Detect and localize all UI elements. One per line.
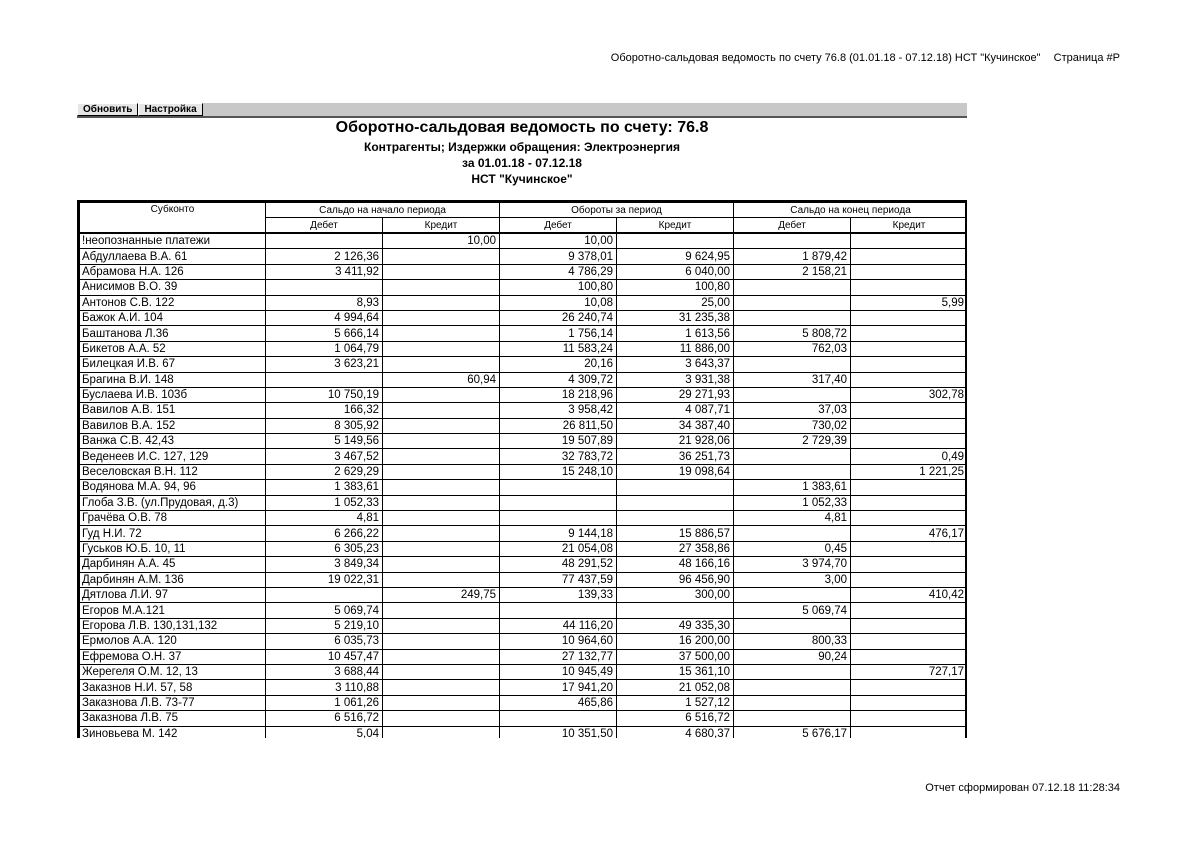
counterparty-name-cell: Глоба З.В. (ул.Прудовая, д.3)	[80, 495, 266, 510]
table-row[interactable]	[80, 418, 968, 433]
turnover-debit-cell: 26 240,74	[500, 310, 617, 325]
counterparty-name-cell: Веденеев И.С. 127, 129	[80, 449, 266, 464]
opening-debit-cell: 3 110,88	[266, 680, 383, 695]
closing-credit-cell	[851, 326, 967, 341]
closing-debit-cell	[734, 280, 851, 295]
table-row[interactable]	[80, 618, 968, 633]
turnover-debit-cell: 1 756,14	[500, 326, 617, 341]
opening-debit-cell: 3 467,52	[266, 449, 383, 464]
table-body	[80, 233, 968, 738]
opening-credit-cell	[383, 280, 500, 295]
closing-credit-cell	[851, 541, 967, 556]
table-row[interactable]	[80, 464, 968, 479]
turnover-debit-cell: 44 116,20	[500, 618, 617, 633]
opening-credit-cell	[383, 295, 500, 310]
closing-debit-cell: 5 808,72	[734, 326, 851, 341]
turnover-credit-cell: 4 680,37	[617, 726, 734, 738]
counterparty-name-cell: Дарбинян А.А. 45	[80, 557, 266, 572]
column-header-debit: Дебет	[734, 218, 851, 234]
opening-credit-cell	[383, 387, 500, 402]
table-row[interactable]	[80, 387, 968, 402]
opening-debit-cell: 2 126,36	[266, 249, 383, 264]
table-row[interactable]	[80, 341, 968, 356]
turnover-debit-cell: 10,00	[500, 233, 617, 249]
opening-debit-cell: 8,93	[266, 295, 383, 310]
closing-credit-cell	[851, 480, 967, 495]
table-row[interactable]	[80, 326, 968, 341]
opening-debit-cell: 8 305,92	[266, 418, 383, 433]
closing-debit-cell: 5 676,17	[734, 726, 851, 738]
opening-debit-cell: 10 457,47	[266, 649, 383, 664]
column-header-credit: Кредит	[851, 218, 967, 234]
table-row[interactable]	[80, 526, 968, 541]
turnover-debit-cell: 10 351,50	[500, 726, 617, 738]
turnover-debit-cell: 10,08	[500, 295, 617, 310]
opening-debit-cell: 1 061,26	[266, 695, 383, 710]
closing-debit-cell	[734, 449, 851, 464]
counterparty-name-cell: Брагина В.И. 148	[80, 372, 266, 387]
opening-debit-cell	[266, 372, 383, 387]
table-row[interactable]	[80, 557, 968, 572]
column-header-subkonto: Субконто	[80, 203, 266, 234]
turnover-debit-cell: 21 054,08	[500, 541, 617, 556]
turnover-credit-cell: 21 052,08	[617, 680, 734, 695]
table-row[interactable]	[80, 603, 968, 618]
turnover-debit-cell: 139,33	[500, 587, 617, 602]
turnover-debit-cell: 26 811,50	[500, 418, 617, 433]
opening-credit-cell	[383, 711, 500, 726]
counterparty-name-cell: Заказнова Л.В. 73-77	[80, 695, 266, 710]
opening-debit-cell: 166,32	[266, 403, 383, 418]
turnover-debit-cell: 17 941,20	[500, 680, 617, 695]
table-row[interactable]	[80, 649, 968, 664]
closing-debit-cell	[734, 695, 851, 710]
closing-debit-cell	[734, 357, 851, 372]
table-row[interactable]	[80, 695, 968, 710]
opening-debit-cell: 3 688,44	[266, 664, 383, 679]
turnover-debit-cell: 20,16	[500, 357, 617, 372]
table-row[interactable]	[80, 249, 968, 264]
opening-credit-cell	[383, 695, 500, 710]
closing-credit-cell: 302,78	[851, 387, 967, 402]
table-row[interactable]	[80, 680, 968, 695]
counterparty-name-cell: Бажок А.И. 104	[80, 310, 266, 325]
table-row[interactable]	[80, 310, 968, 325]
opening-credit-cell	[383, 310, 500, 325]
table-row[interactable]	[80, 280, 968, 295]
opening-debit-cell	[266, 587, 383, 602]
balance-sheet-table-container[interactable]	[77, 200, 967, 738]
report-generated-footer: Отчет сформирован 07.12.18 11:28:34	[925, 782, 1120, 794]
turnover-credit-cell: 6 516,72	[617, 711, 734, 726]
column-header-debit: Дебет	[266, 218, 383, 234]
opening-credit-cell	[383, 464, 500, 479]
counterparty-name-cell: Дарбинян А.М. 136	[80, 572, 266, 587]
opening-debit-cell: 5,04	[266, 726, 383, 738]
turnover-credit-cell: 300,00	[617, 587, 734, 602]
turnover-credit-cell	[617, 511, 734, 526]
closing-debit-cell: 90,24	[734, 649, 851, 664]
opening-credit-cell: 60,94	[383, 372, 500, 387]
table-row[interactable]	[80, 495, 968, 510]
counterparty-name-cell: Егорова Л.В. 130,131,132	[80, 618, 266, 633]
closing-credit-cell	[851, 726, 967, 738]
closing-credit-cell	[851, 495, 967, 510]
opening-debit-cell: 5 219,10	[266, 618, 383, 633]
opening-credit-cell	[383, 572, 500, 587]
opening-debit-cell: 6 266,22	[266, 526, 383, 541]
turnover-credit-cell: 21 928,06	[617, 434, 734, 449]
table-row[interactable]	[80, 372, 968, 387]
opening-debit-cell: 3 849,34	[266, 557, 383, 572]
counterparty-name-cell: Веселовская В.Н. 112	[80, 464, 266, 479]
opening-debit-cell: 4,81	[266, 511, 383, 526]
report-period: за 01.01.18 - 07.12.18	[462, 156, 582, 170]
opening-credit-cell	[383, 526, 500, 541]
table-row[interactable]	[80, 357, 968, 372]
closing-credit-cell	[851, 233, 967, 249]
closing-credit-cell: 476,17	[851, 526, 967, 541]
balance-sheet-table	[79, 202, 967, 738]
turnover-debit-cell: 10 964,60	[500, 634, 617, 649]
turnover-debit-cell: 27 132,77	[500, 649, 617, 664]
table-row[interactable]	[80, 264, 968, 279]
closing-debit-cell: 2 729,39	[734, 434, 851, 449]
closing-debit-cell	[734, 587, 851, 602]
counterparty-name-cell: Вавилов В.А. 152	[80, 418, 266, 433]
closing-debit-cell	[734, 711, 851, 726]
closing-debit-cell: 3 974,70	[734, 557, 851, 572]
turnover-credit-cell: 16 200,00	[617, 634, 734, 649]
turnover-debit-cell: 100,80	[500, 280, 617, 295]
closing-debit-cell: 317,40	[734, 372, 851, 387]
closing-debit-cell	[734, 233, 851, 249]
turnover-credit-cell: 49 335,30	[617, 618, 734, 633]
turnover-debit-cell: 4 786,29	[500, 264, 617, 279]
table-row[interactable]	[80, 233, 968, 249]
organization-name: НСТ "Кучинское"	[471, 172, 573, 186]
turnover-credit-cell: 4 087,71	[617, 403, 734, 418]
table-row[interactable]	[80, 634, 968, 649]
closing-debit-cell	[734, 618, 851, 633]
closing-debit-cell	[734, 295, 851, 310]
counterparty-name-cell: Водянова М.А. 94, 96	[80, 480, 266, 495]
counterparty-name-cell: Баштанова Л.36	[80, 326, 266, 341]
turnover-credit-cell: 31 235,38	[617, 310, 734, 325]
closing-credit-cell	[851, 572, 967, 587]
closing-credit-cell	[851, 310, 967, 325]
opening-credit-cell	[383, 511, 500, 526]
table-row[interactable]	[80, 480, 968, 495]
opening-credit-cell	[383, 403, 500, 418]
opening-credit-cell	[383, 341, 500, 356]
closing-debit-cell	[734, 680, 851, 695]
opening-credit-cell	[383, 680, 500, 695]
opening-debit-cell: 1 383,61	[266, 480, 383, 495]
closing-credit-cell	[851, 711, 967, 726]
opening-credit-cell	[383, 264, 500, 279]
closing-credit-cell: 410,42	[851, 587, 967, 602]
table-row[interactable]	[80, 726, 968, 738]
counterparty-name-cell: Буслаева И.В. 103б	[80, 387, 266, 402]
counterparty-name-cell: Жерегеля О.М. 12, 13	[80, 664, 266, 679]
opening-debit-cell: 6 035,73	[266, 634, 383, 649]
closing-credit-cell	[851, 264, 967, 279]
opening-debit-cell: 10 750,19	[266, 387, 383, 402]
opening-credit-cell	[383, 357, 500, 372]
opening-credit-cell	[383, 495, 500, 510]
turnover-credit-cell: 34 387,40	[617, 418, 734, 433]
turnover-debit-cell	[500, 603, 617, 618]
toolbar	[77, 103, 967, 118]
turnover-credit-cell: 96 456,90	[617, 572, 734, 587]
turnover-credit-cell	[617, 233, 734, 249]
counterparty-name-cell: Вавилов А.В. 151	[80, 403, 266, 418]
closing-debit-cell	[734, 526, 851, 541]
report-title: Оборотно-сальдовая ведомость по счету: 76.8	[335, 119, 709, 136]
opening-credit-cell	[383, 557, 500, 572]
opening-credit-cell	[383, 603, 500, 618]
column-group-closing-balance: Сальдо на конец периода	[734, 203, 967, 218]
closing-credit-cell: 0,49	[851, 449, 967, 464]
counterparty-name-cell: Антонов С.В. 122	[80, 295, 266, 310]
turnover-credit-cell: 36 251,73	[617, 449, 734, 464]
closing-debit-cell: 1 383,61	[734, 480, 851, 495]
turnover-credit-cell: 25,00	[617, 295, 734, 310]
counterparty-name-cell: Абрамова Н.А. 126	[80, 264, 266, 279]
closing-credit-cell	[851, 680, 967, 695]
opening-debit-cell: 1 052,33	[266, 495, 383, 510]
closing-credit-cell	[851, 618, 967, 633]
turnover-credit-cell	[617, 495, 734, 510]
table-row[interactable]	[80, 434, 968, 449]
counterparty-name-cell: Егоров М.А.121	[80, 603, 266, 618]
turnover-debit-cell: 48 291,52	[500, 557, 617, 572]
closing-debit-cell: 0,45	[734, 541, 851, 556]
column-header-credit: Кредит	[383, 218, 500, 234]
counterparty-name-cell: Ефремова О.Н. 37	[80, 649, 266, 664]
opening-credit-cell	[383, 434, 500, 449]
turnover-credit-cell: 29 271,93	[617, 387, 734, 402]
report-title-block	[77, 118, 967, 187]
turnover-debit-cell: 9 144,18	[500, 526, 617, 541]
counterparty-name-cell: Зиновьева М. 142	[80, 726, 266, 738]
opening-debit-cell: 1 064,79	[266, 341, 383, 356]
opening-debit-cell	[266, 233, 383, 249]
opening-credit-cell	[383, 541, 500, 556]
turnover-debit-cell: 9 378,01	[500, 249, 617, 264]
closing-credit-cell	[851, 280, 967, 295]
closing-debit-cell: 800,33	[734, 634, 851, 649]
closing-credit-cell	[851, 372, 967, 387]
opening-credit-cell	[383, 480, 500, 495]
table-row[interactable]	[80, 295, 968, 310]
table-row[interactable]	[80, 511, 968, 526]
closing-credit-cell: 5,99	[851, 295, 967, 310]
turnover-debit-cell: 465,86	[500, 695, 617, 710]
counterparty-name-cell: Заказнов Н.И. 57, 58	[80, 680, 266, 695]
turnover-credit-cell: 11 886,00	[617, 341, 734, 356]
closing-credit-cell	[851, 695, 967, 710]
opening-credit-cell: 10,00	[383, 233, 500, 249]
closing-debit-cell: 762,03	[734, 341, 851, 356]
closing-debit-cell: 37,03	[734, 403, 851, 418]
turnover-credit-cell: 15 886,57	[617, 526, 734, 541]
closing-credit-cell	[851, 434, 967, 449]
turnover-debit-cell: 4 309,72	[500, 372, 617, 387]
opening-credit-cell	[383, 249, 500, 264]
counterparty-name-cell: Дятлова Л.И. 97	[80, 587, 266, 602]
turnover-credit-cell: 15 361,10	[617, 664, 734, 679]
report-reference: Оборотно-сальдовая ведомость по счету 76.8 (01.01.18 - 07.12.18) НСТ "Кучинское"	[610, 52, 1041, 64]
turnover-debit-cell: 15 248,10	[500, 464, 617, 479]
closing-credit-cell: 727,17	[851, 664, 967, 679]
closing-credit-cell	[851, 341, 967, 356]
table-row[interactable]	[80, 572, 968, 587]
closing-debit-cell: 1 879,42	[734, 249, 851, 264]
opening-debit-cell: 5 666,14	[266, 326, 383, 341]
counterparty-name-cell: Ванжа С.В. 42,43	[80, 434, 266, 449]
table-row[interactable]	[80, 449, 968, 464]
opening-credit-cell	[383, 649, 500, 664]
column-header-credit: Кредит	[617, 218, 734, 234]
table-row[interactable]	[80, 664, 968, 679]
column-group-turnover: Обороты за период	[500, 203, 734, 218]
counterparty-name-cell: Гуськов Ю.Б. 10, 11	[80, 541, 266, 556]
turnover-credit-cell: 1 613,56	[617, 326, 734, 341]
closing-credit-cell	[851, 603, 967, 618]
turnover-debit-cell	[500, 495, 617, 510]
closing-debit-cell	[734, 310, 851, 325]
turnover-debit-cell: 32 783,72	[500, 449, 617, 464]
closing-credit-cell	[851, 634, 967, 649]
closing-credit-cell	[851, 357, 967, 372]
column-header-debit: Дебет	[500, 218, 617, 234]
page-number: Страница #Р	[1053, 52, 1120, 64]
opening-debit-cell: 19 022,31	[266, 572, 383, 587]
turnover-debit-cell: 18 218,96	[500, 387, 617, 402]
closing-debit-cell	[734, 664, 851, 679]
turnover-credit-cell: 9 624,95	[617, 249, 734, 264]
opening-credit-cell	[383, 326, 500, 341]
column-group-opening-balance: Сальдо на начало периода	[266, 203, 500, 218]
counterparty-name-cell: Анисимов В.О. 39	[80, 280, 266, 295]
turnover-credit-cell: 6 040,00	[617, 264, 734, 279]
opening-credit-cell	[383, 418, 500, 433]
counterparty-name-cell: Гуд Н.И. 72	[80, 526, 266, 541]
report-subtitle: Контрагенты; Издержки обращения: Электроэнергия	[364, 140, 680, 154]
turnover-credit-cell	[617, 603, 734, 618]
closing-debit-cell: 1 052,33	[734, 495, 851, 510]
closing-credit-cell	[851, 649, 967, 664]
closing-credit-cell	[851, 403, 967, 418]
closing-debit-cell: 3,00	[734, 572, 851, 587]
closing-credit-cell	[851, 511, 967, 526]
counterparty-name-cell: Билецкая И.В. 67	[80, 357, 266, 372]
opening-credit-cell	[383, 726, 500, 738]
settings-button[interactable]: Настройка	[138, 103, 202, 116]
closing-debit-cell	[734, 464, 851, 479]
opening-debit-cell: 2 629,29	[266, 464, 383, 479]
turnover-credit-cell: 100,80	[617, 280, 734, 295]
opening-credit-cell	[383, 664, 500, 679]
turnover-credit-cell: 37 500,00	[617, 649, 734, 664]
refresh-button[interactable]: Обновить	[77, 103, 138, 116]
counterparty-name-cell: Абдуллаева В.А. 61	[80, 249, 266, 264]
table-row[interactable]	[80, 541, 968, 556]
opening-debit-cell	[266, 280, 383, 295]
turnover-debit-cell: 3 958,42	[500, 403, 617, 418]
closing-debit-cell	[734, 387, 851, 402]
turnover-debit-cell	[500, 511, 617, 526]
opening-credit-cell: 249,75	[383, 587, 500, 602]
opening-debit-cell: 6 305,23	[266, 541, 383, 556]
opening-debit-cell: 3 411,92	[266, 264, 383, 279]
turnover-debit-cell: 19 507,89	[500, 434, 617, 449]
opening-debit-cell: 3 623,21	[266, 357, 383, 372]
closing-debit-cell: 730,02	[734, 418, 851, 433]
closing-credit-cell	[851, 418, 967, 433]
turnover-credit-cell	[617, 480, 734, 495]
counterparty-name-cell: Грачёва О.В. 78	[80, 511, 266, 526]
turnover-credit-cell: 48 166,16	[617, 557, 734, 572]
closing-credit-cell: 1 221,25	[851, 464, 967, 479]
opening-credit-cell	[383, 618, 500, 633]
table-row[interactable]	[80, 711, 968, 726]
opening-debit-cell: 4 994,64	[266, 310, 383, 325]
turnover-credit-cell: 27 358,86	[617, 541, 734, 556]
turnover-credit-cell: 1 527,12	[617, 695, 734, 710]
page-header	[611, 52, 1120, 64]
counterparty-name-cell: Заказнова Л.В. 75	[80, 711, 266, 726]
turnover-debit-cell: 11 583,24	[500, 341, 617, 356]
turnover-debit-cell	[500, 711, 617, 726]
turnover-credit-cell: 19 098,64	[617, 464, 734, 479]
counterparty-name-cell: Бикетов А.А. 52	[80, 341, 266, 356]
closing-debit-cell: 5 069,74	[734, 603, 851, 618]
opening-credit-cell	[383, 449, 500, 464]
closing-debit-cell: 2 158,21	[734, 264, 851, 279]
turnover-credit-cell: 3 643,37	[617, 357, 734, 372]
table-row[interactable]	[80, 403, 968, 418]
opening-debit-cell: 5 069,74	[266, 603, 383, 618]
closing-credit-cell	[851, 557, 967, 572]
opening-credit-cell	[383, 634, 500, 649]
turnover-debit-cell: 10 945,49	[500, 664, 617, 679]
turnover-credit-cell: 3 931,38	[617, 372, 734, 387]
closing-debit-cell: 4,81	[734, 511, 851, 526]
table-row[interactable]	[80, 587, 968, 602]
turnover-debit-cell	[500, 480, 617, 495]
opening-debit-cell: 6 516,72	[266, 711, 383, 726]
closing-credit-cell	[851, 249, 967, 264]
counterparty-name-cell: !неопознанные платежи	[80, 233, 266, 249]
opening-debit-cell: 5 149,56	[266, 434, 383, 449]
turnover-debit-cell: 77 437,59	[500, 572, 617, 587]
counterparty-name-cell: Ермолов А.А. 120	[80, 634, 266, 649]
